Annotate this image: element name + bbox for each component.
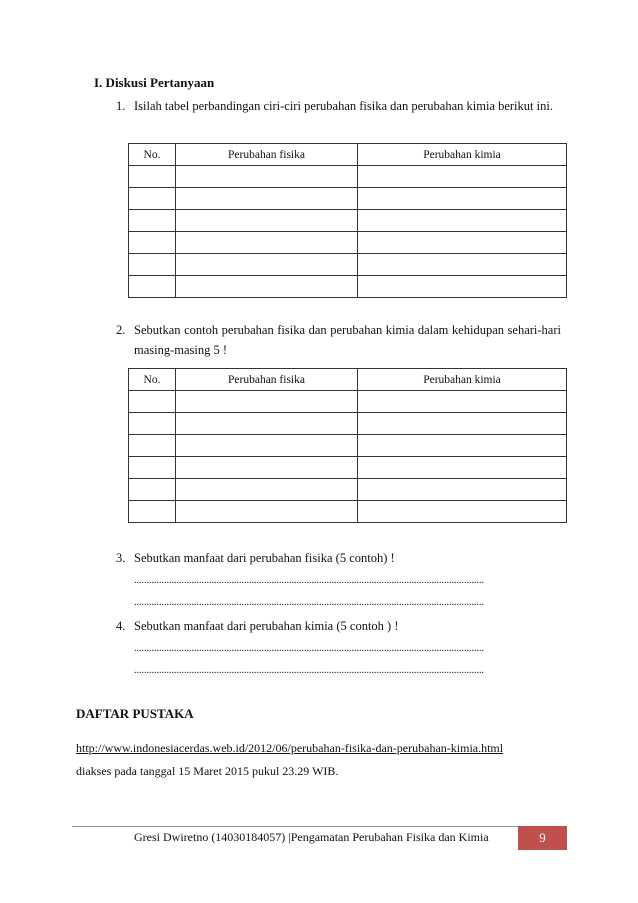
table-cell[interactable] [129,254,176,276]
footer-divider [72,826,567,827]
table-cell[interactable] [176,457,358,479]
table-row [129,254,567,276]
question-2-text: Sebutkan contoh perubahan fisika dan perubahan kimia dalam kehidupan sehari-hari masing-masing 5 ! [134,323,561,357]
table-cell[interactable] [176,232,358,254]
table-1-header-no: No. [129,144,176,166]
table-1-header-row [129,144,567,166]
table-cell[interactable] [176,391,358,413]
table-cell[interactable] [358,276,567,298]
section-heading: I. Diskusi Pertanyaan [94,75,215,90]
table-1 [128,143,567,298]
answer-line[interactable]: ............................................................................................................................................ [134,575,484,586]
table-row [129,413,567,435]
question-3 [116,548,566,568]
question-1 [116,96,566,136]
table-cell[interactable] [129,276,176,298]
table-row [129,276,567,298]
table-cell[interactable] [129,188,176,210]
table-cell[interactable] [358,210,567,232]
table-cell[interactable] [358,166,567,188]
table-2-header-kimia: Perubahan kimia [358,369,567,391]
reference-link[interactable]: http://www.indonesiacerdas.web.id/2012/06/perubahan-fisika-dan-perubahan-kimia.html [76,741,504,755]
table-cell[interactable] [129,391,176,413]
table-row [129,188,567,210]
table-cell[interactable] [176,413,358,435]
table-row [129,210,567,232]
table-cell[interactable] [129,457,176,479]
question-4-number: 4. [116,619,126,633]
table-cell[interactable] [358,232,567,254]
question-1-number: 1. [116,99,126,113]
references-heading: DAFTAR PUSTAKA [76,706,194,721]
table-row [129,457,567,479]
answer-line[interactable]: ............................................................................................................................................ [134,643,484,654]
table-cell[interactable] [358,254,567,276]
table-2-header-no: No. [129,369,176,391]
table-cell[interactable] [176,166,358,188]
question-4-text: Sebutkan manfaat dari perubahan kimia (5 contoh ) ! [134,619,399,633]
table-cell[interactable] [358,501,567,523]
table-cell[interactable] [129,413,176,435]
table-cell[interactable] [129,479,176,501]
table-row [129,391,567,413]
reference-note: diakses pada tanggal 15 Maret 2015 pukul 23.29 WIB. [76,764,339,778]
answer-line[interactable]: ............................................................................................................................................ [134,665,484,676]
table-2-header-fisika: Perubahan fisika [176,369,358,391]
table-cell[interactable] [176,276,358,298]
table-cell[interactable] [129,210,176,232]
question-1-text: Isilah tabel perbandingan ciri-ciri perubahan fisika dan perubahan kimia berikut ini. [134,99,553,113]
table-cell[interactable] [358,413,567,435]
table-1-header-kimia: Perubahan kimia [358,144,567,166]
table-cell[interactable] [358,391,567,413]
table-row [129,166,567,188]
table-row [129,501,567,523]
table-cell[interactable] [358,188,567,210]
question-3-number: 3. [116,551,126,565]
answer-line[interactable]: ............................................................................................................................................ [134,597,484,608]
table-cell[interactable] [176,210,358,232]
table-cell[interactable] [129,435,176,457]
table-cell[interactable] [358,457,567,479]
table-cell[interactable] [176,501,358,523]
question-4 [116,616,566,636]
table-cell[interactable] [129,501,176,523]
table-row [129,232,567,254]
table-1-header-fisika: Perubahan fisika [176,144,358,166]
table-cell[interactable] [176,254,358,276]
table-cell[interactable] [129,166,176,188]
question-2 [116,320,566,360]
table-2-header-row [129,369,567,391]
table-row [129,435,567,457]
table-2 [128,368,567,523]
table-cell[interactable] [358,479,567,501]
table-cell[interactable] [358,435,567,457]
table-cell[interactable] [129,232,176,254]
question-2-number: 2. [116,323,126,337]
table-cell[interactable] [176,435,358,457]
question-3-text: Sebutkan manfaat dari perubahan fisika (5 contoh) ! [134,551,395,565]
table-cell[interactable] [176,188,358,210]
footer-text: Gresi Dwiretno (14030184057) |Pengamatan Perubahan Fisika dan Kimia [134,830,489,844]
page-number: 9 [518,826,567,850]
table-row [129,479,567,501]
table-cell[interactable] [176,479,358,501]
